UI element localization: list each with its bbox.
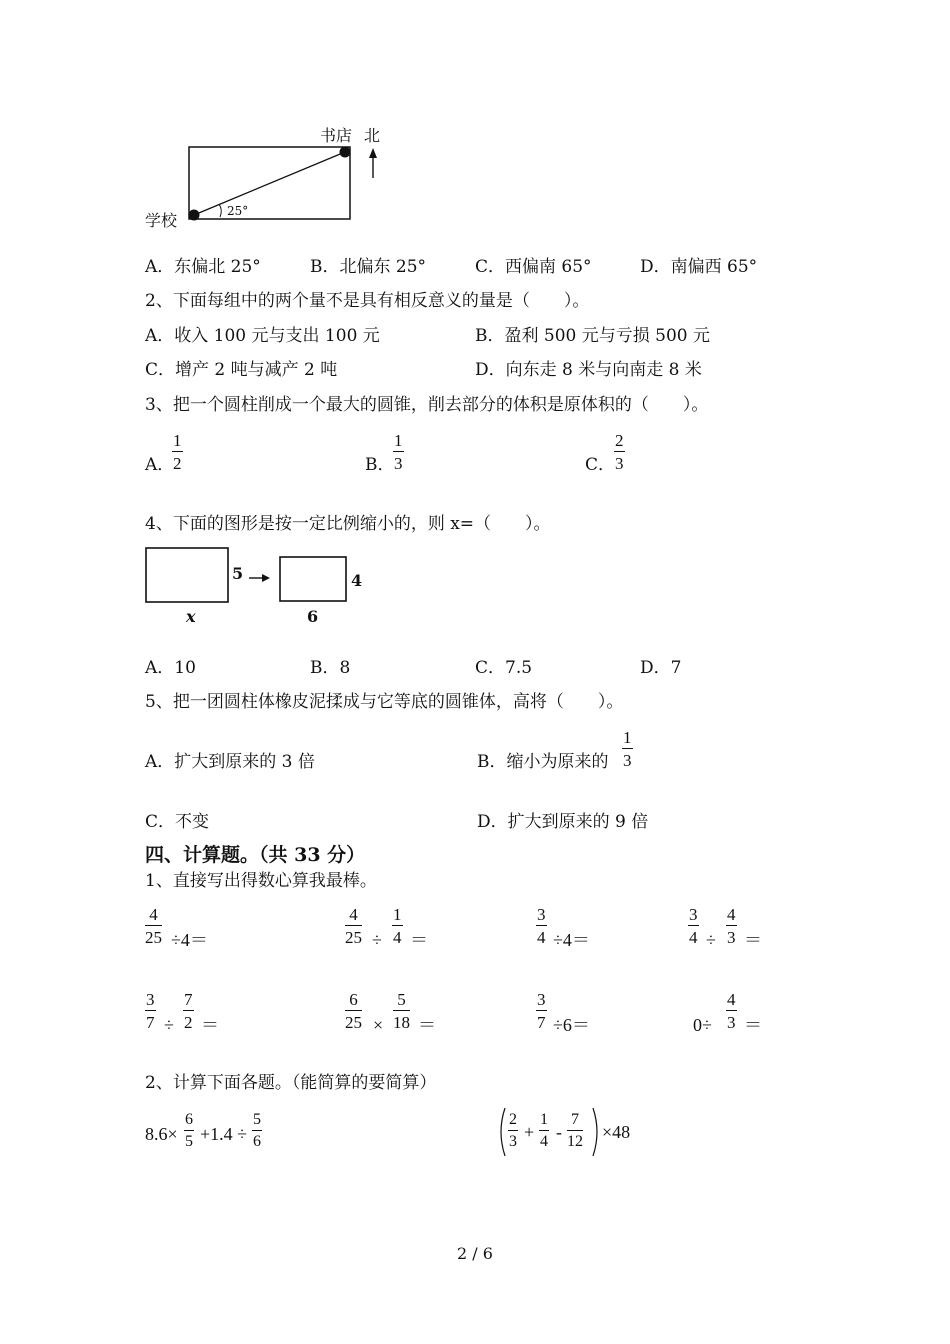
small-rect-bottom: 6: [307, 607, 319, 626]
q3-option-b-letter[interactable]: B．: [365, 455, 395, 475]
denominator: 2: [173, 454, 182, 473]
q5-option-a[interactable]: A．扩大到原来的 3 倍: [145, 752, 315, 772]
q1-option-d[interactable]: D．南偏西 65°: [640, 257, 758, 277]
q5-option-d[interactable]: D．扩大到原来的 9 倍: [477, 812, 649, 832]
r2e1-fraction-2: [183, 991, 194, 1031]
denominator: 7: [537, 1013, 546, 1032]
page-number: 2 / 6: [457, 1244, 493, 1263]
calc2-fraction-3: [567, 1112, 583, 1150]
numerator: 2: [508, 1112, 518, 1131]
calc1-part-b: +1.4 ÷: [200, 1124, 248, 1144]
denominator: 3: [509, 1133, 517, 1150]
numerator: 6: [345, 991, 362, 1011]
angle-label: 25°: [227, 204, 249, 218]
q5-option-c[interactable]: C．不变: [145, 812, 210, 832]
denominator: 25: [145, 928, 162, 947]
numerator: 1: [393, 905, 402, 924]
r1e2-fraction-2: [392, 906, 403, 946]
numerator: 3: [537, 990, 546, 1009]
section-title: 四、计算题。（共 33 分）: [145, 844, 366, 866]
q2-option-b[interactable]: B．盈利 500 元与亏损 500 元: [475, 326, 711, 346]
denominator: 3: [394, 454, 403, 473]
numerator: 4: [345, 906, 362, 926]
calc1-fraction-2: [252, 1112, 262, 1150]
numerator: 4: [727, 905, 736, 924]
calc1-part-a: 8.6×: [145, 1124, 178, 1144]
label-store: 书店: [320, 126, 353, 145]
r2e4-prefix: 0÷: [693, 1015, 712, 1035]
denominator: 4: [540, 1133, 548, 1150]
numerator: 7: [567, 1112, 583, 1131]
direction-diagram: [140, 120, 400, 240]
q2-option-c[interactable]: C．增产 2 吨与减产 2 吨: [145, 360, 338, 380]
r1e4-operator: ÷: [706, 930, 716, 950]
q5-option-b-fraction: [622, 729, 633, 769]
q4-option-a[interactable]: A．10: [145, 658, 196, 678]
calc2-tail: ×48: [602, 1122, 631, 1142]
denominator: 2: [184, 1013, 193, 1032]
q4-option-d[interactable]: D．7: [640, 658, 682, 678]
numerator: 3: [537, 905, 546, 924]
q2-option-a[interactable]: A．收入 100 元与支出 100 元: [145, 326, 380, 346]
calc2-fraction-1: [508, 1112, 518, 1150]
calc2-fraction-2: [539, 1112, 549, 1150]
denominator: 5: [185, 1133, 193, 1150]
denominator: 6: [253, 1133, 261, 1150]
r1e3-tail: ÷4＝: [553, 930, 590, 950]
denominator: 3: [623, 751, 632, 770]
r1e2-operator: ÷: [372, 930, 382, 950]
arrow-right-icon: [262, 574, 270, 582]
r1e1-tail: ÷4＝: [171, 930, 208, 950]
q2-stem: 2、下面每组中的两个量不是具有相反意义的量是（ ）。: [145, 291, 590, 311]
q3-option-c-letter[interactable]: C．: [585, 455, 616, 475]
school-point: [189, 210, 200, 221]
numerator: 1: [623, 728, 632, 747]
r2e4-equals: ＝: [744, 1015, 762, 1035]
numerator: 1: [539, 1112, 549, 1131]
big-rect-side: 5: [232, 564, 244, 583]
r2e3-fraction: [536, 991, 547, 1031]
small-rect-side: 4: [351, 571, 363, 590]
q5-option-b[interactable]: B．缩小为原来的: [477, 752, 609, 772]
r2e2-equals: ＝: [418, 1015, 436, 1035]
denominator: 4: [537, 928, 546, 947]
q3-option-a-letter[interactable]: A．: [145, 455, 175, 475]
q4-stem: 4、下面的图形是按一定比例缩小的，则 x=（ ）。: [145, 514, 551, 534]
denominator: 25: [345, 928, 362, 947]
label-school: 学校: [145, 211, 178, 230]
r2e3-tail: ÷6＝: [553, 1015, 590, 1035]
q1-option-c[interactable]: C．西偏南 65°: [475, 257, 592, 277]
denominator: 25: [345, 1013, 362, 1032]
r2e2-fraction-2: [393, 991, 410, 1031]
numerator: 1: [173, 431, 182, 450]
r2e4-fraction: [726, 991, 737, 1031]
denominator: 3: [727, 1013, 736, 1032]
denominator: 7: [146, 1013, 155, 1032]
r2e1-fraction-1: [145, 991, 156, 1031]
r1e4-fraction-2: [726, 906, 737, 946]
numerator: 7: [184, 990, 193, 1009]
north-arrow-icon: [369, 148, 377, 158]
numerator: 5: [252, 1112, 262, 1131]
calc2-plus: +: [524, 1122, 535, 1142]
q3-option-c-fraction[interactable]: [614, 432, 625, 472]
r2e1-equals: ＝: [201, 1015, 219, 1035]
r1e2-equals: ＝: [410, 930, 428, 950]
r1e2-fraction-1: [345, 906, 362, 946]
label-north: 北: [364, 126, 381, 145]
numerator: 3: [689, 905, 698, 924]
q1-option-b[interactable]: B．北偏东 25°: [310, 257, 427, 277]
numerator: 2: [615, 431, 624, 450]
q1-option-a[interactable]: A．东偏北 25°: [145, 257, 261, 277]
calc2-minus: -: [556, 1122, 562, 1142]
denominator: 4: [393, 928, 402, 947]
r2e1-operator: ÷: [164, 1015, 174, 1035]
r1e3-fraction: [536, 906, 547, 946]
denominator: 4: [689, 928, 698, 947]
calc1-fraction-1: [184, 1112, 194, 1150]
r2e2-operator: ×: [373, 1015, 384, 1035]
r1e4-equals: ＝: [744, 930, 762, 950]
numerator: 4: [727, 990, 736, 1009]
q3-option-a-fraction[interactable]: [172, 432, 183, 472]
r1e1-fraction: [145, 906, 162, 946]
big-rect-bottom: x: [186, 607, 196, 626]
denominator: 3: [727, 928, 736, 947]
q3-stem: 3、把一个圆柱削成一个最大的圆锥，削去部分的体积是原体积的（ ）。: [145, 395, 709, 415]
denominator: 18: [393, 1013, 410, 1032]
section4-part2-title: 2、计算下面各题。（能简算的要简算）: [145, 1073, 437, 1093]
r2e2-fraction-1: [345, 991, 362, 1031]
numerator: 4: [145, 906, 162, 926]
scaled-rectangles-figure: [140, 540, 370, 630]
store-point: [340, 147, 351, 158]
q4-option-c[interactable]: C．7.5: [475, 658, 533, 678]
numerator: 1: [394, 431, 403, 450]
q2-option-d[interactable]: D．向东走 8 米与向南走 8 米: [475, 360, 702, 380]
numerator: 3: [146, 990, 155, 1009]
section4-part1-title: 1、直接写出得数心算我最棒。: [145, 871, 377, 891]
r1e4-fraction-1: [688, 906, 699, 946]
q4-option-b[interactable]: B．8: [310, 658, 351, 678]
q5-stem: 5、把一团圆柱体橡皮泥揉成与它等底的圆锥体，高将（ ）。: [145, 692, 624, 712]
q3-option-b-fraction[interactable]: [393, 432, 404, 472]
denominator: 12: [567, 1133, 583, 1150]
denominator: 3: [615, 454, 624, 473]
numerator: 5: [393, 991, 410, 1011]
numerator: 6: [184, 1112, 194, 1131]
